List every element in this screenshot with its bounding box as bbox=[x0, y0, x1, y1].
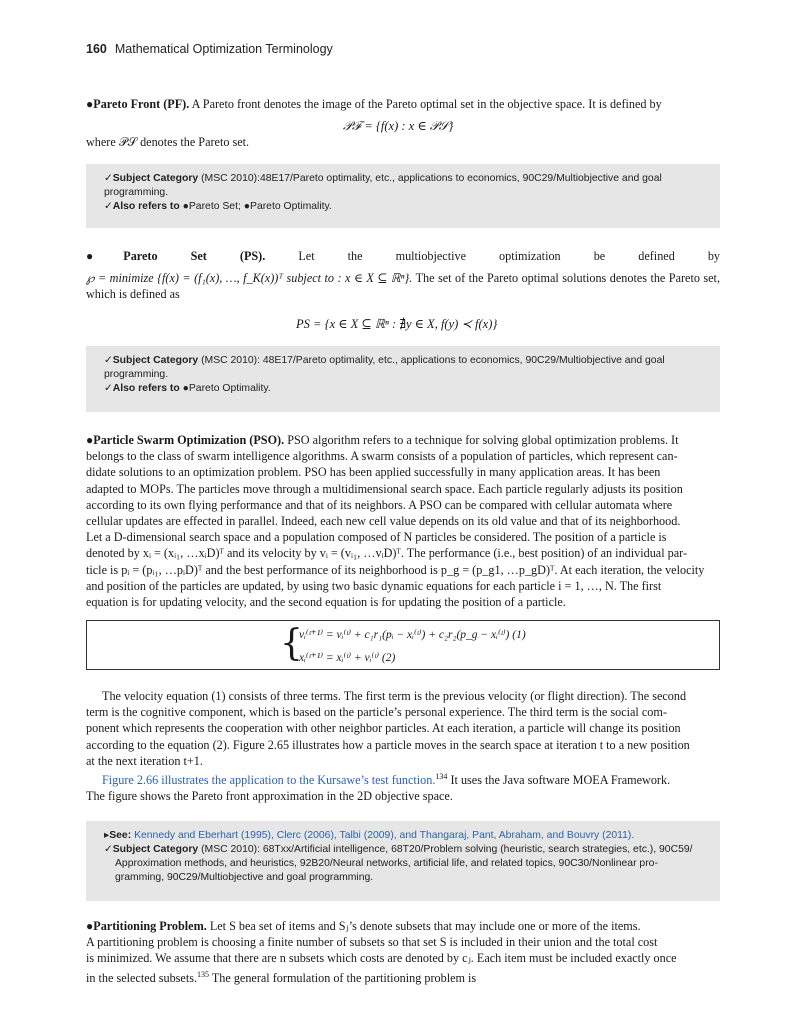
subject-category-text: (MSC 2010):48E17/Pareto optimality, etc., applications to economics, 90C29/Multiobjective and goal programming. bbox=[104, 173, 662, 198]
footnote-ref[interactable]: 135 bbox=[197, 969, 210, 979]
pso-text: PSO algorithm refers to a technique for solving global optimization problems. It bbox=[287, 433, 679, 447]
problem-line bbox=[86, 270, 720, 302]
entry-pareto-set bbox=[86, 248, 720, 264]
bullet-icon: ● bbox=[86, 433, 94, 447]
subject-category-text: gramming, 90C29/Multiobjective and goal programming. bbox=[115, 872, 374, 883]
definition-text: The set of the Pareto optimal solutions denotes the Pareto set, which is defined as bbox=[86, 271, 720, 302]
see-line: ▸See: Kennedy and Eberhart (1995), Clerc (2006), Talbi (2009), and Thangaraj, Pant, Abraham, and Bouvry (2011). bbox=[104, 830, 635, 841]
subject-category-label: Subject Category bbox=[112, 844, 199, 855]
bullet-icon: ● bbox=[86, 919, 94, 933]
equation-velocity: vᵢ⁽ᵗ⁺¹⁾ = vᵢ⁽ᵗ⁾ + c₁r₁(pᵢ − xᵢ⁽ᵗ⁾) + c₂r₂(p_g − xᵢ⁽ᵗ⁾) (1) bbox=[299, 629, 526, 641]
equation-box bbox=[86, 620, 720, 670]
see-label: See: bbox=[109, 830, 132, 841]
also-refers-label: Also refers to bbox=[112, 383, 180, 394]
subject-category-line bbox=[104, 172, 706, 200]
also-refers-label: Also refers to bbox=[112, 201, 180, 212]
figure-link[interactable]: Figure 2.66 illustrates the application to the Kursawe’s test function. bbox=[102, 773, 436, 788]
also-refers-line bbox=[104, 200, 706, 214]
bullet-icon: ● bbox=[86, 249, 124, 263]
term-pareto-set: Pareto Set (PS). bbox=[123, 249, 266, 263]
check-icon: ✓ bbox=[104, 173, 113, 184]
subject-box-pso bbox=[86, 821, 720, 901]
paragraph-line: at the next iteration t+1. bbox=[86, 753, 203, 768]
pso-line: equation is for updating velocity, and the second equation is for updating the position of a particle. bbox=[86, 595, 566, 610]
partition-text: in the selected subsets. bbox=[86, 970, 198, 985]
paragraph-line: The figure shows the Pareto front approximation in the 2D objective space. bbox=[86, 789, 453, 804]
subject-box-pareto-set bbox=[86, 346, 720, 412]
velocity-paragraph bbox=[86, 688, 720, 769]
page-number: 160 bbox=[86, 42, 107, 56]
pso-line: didate solutions to an optimization problem. PSO has been applied successfully in many application areas. It has been bbox=[86, 465, 661, 480]
partition-line: is minimized. We assume that there are n subsets which costs are denoted by cⱼ. Each item must be included exactly once bbox=[86, 951, 677, 966]
running-header bbox=[86, 42, 333, 56]
intro-text: Let the multiobjective optimization be defined by bbox=[298, 249, 721, 263]
check-icon: ✓ bbox=[104, 844, 113, 855]
brace-icon: { bbox=[280, 623, 303, 664]
pso-line: ticle is pᵢ = (pᵢ₁, …pᵢD)ᵀ and the best performance of its neighborhood is p_g = (p_g1, …p_gD)ᵀ. At each iteration, the velocity bbox=[86, 562, 705, 577]
check-icon: ✓ bbox=[104, 355, 113, 366]
partition-line: A partitioning problem is choosing a finite number of subsets so that set S is included in their union and the total cost bbox=[86, 935, 658, 950]
see-references[interactable]: Kennedy and Eberhart (1995), Clerc (2006), Talbi (2009), and Thangaraj, Pant, Abraham, and Bouvry (2011). bbox=[134, 830, 635, 841]
pso-line: Let a D-dimensional search space and a population composed of N particles be considered. The position of a particle is bbox=[86, 530, 667, 545]
also-refers-line bbox=[104, 382, 706, 396]
check-icon: ✓ bbox=[104, 201, 113, 212]
partition-line bbox=[86, 918, 720, 934]
pso-line: belongs to the class of swarm intelligence algorithms. A swarm consists of a population of particles, which represent can- bbox=[86, 449, 678, 464]
partition-text: Let S bea set of items and Sⱼ’s denote subsets that may include one or more of the items. bbox=[209, 919, 641, 933]
also-refers-text: ●Pareto Optimality. bbox=[182, 383, 271, 394]
pso-line: according to its own flying performance and that of its neighbors. A PSO can be compared with cellular automata where bbox=[86, 497, 673, 512]
paragraph-line: The velocity equation (1) consists of three terms. The first term is the previous velocity (or flight direction). The second bbox=[102, 689, 687, 703]
subject-category-line bbox=[104, 354, 706, 382]
paragraph-line: ponent which represents the cooperation with other neighbor particles. At each iteration, a particle will change its position bbox=[86, 721, 681, 736]
paragraph-line bbox=[86, 769, 720, 788]
pso-line: and position of the particles are updated, by using two basic dynamic equations for each particle i = 1, …, N. The first bbox=[86, 578, 662, 593]
paragraph-line: term is the cognitive component, which is based on the particle’s personal experience. The third term is the social com- bbox=[86, 705, 667, 720]
term-pareto-front: Pareto Front (PF). bbox=[93, 97, 190, 111]
subject-category-label: Subject Category bbox=[112, 355, 199, 366]
formula-pareto-set: PS = {x ∈ X ⊆ ℝⁿ : ∄y ∈ X, f(y) ≺ f(x)} bbox=[296, 317, 498, 331]
term-pso: Particle Swarm Optimization (PSO). bbox=[93, 433, 285, 447]
partition-text: The general formulation of the partitioning problem is bbox=[209, 970, 477, 985]
pso-line: cellular updates are effected in parallel. Indeed, each new cell value depends on its old value and that of its neighborhood. bbox=[86, 514, 681, 529]
bullet-icon: ● bbox=[86, 97, 94, 111]
formula-pareto-front: 𝒫ℱ = {f(x) : x ∈ 𝒫𝒮} bbox=[343, 119, 454, 133]
subject-category-text: (MSC 2010): 68Txx/Artificial intelligence, 68T20/Problem solving (heuristic, search strategies, etc.), 90C59/ bbox=[201, 844, 693, 855]
entry-partitioning bbox=[86, 918, 720, 986]
footnote-ref[interactable]: 134 bbox=[435, 772, 448, 781]
check-icon: ✓ bbox=[104, 383, 113, 394]
partition-line bbox=[86, 967, 720, 986]
term-partitioning: Partitioning Problem. bbox=[93, 919, 207, 933]
subject-category-text: (MSC 2010): 48E17/Pareto optimality, etc., applications to economics, 90C29/Multiobjective and goal programming. bbox=[104, 355, 665, 380]
subject-category-text: Approximation methods, and heuristics, 92B20/Neural networks, artificial life, and related topics, 90C30/Nonlinear pro- bbox=[115, 858, 658, 869]
paragraph-text: It uses the Java software MOEA Framework. bbox=[447, 773, 671, 788]
subject-box-pareto-front bbox=[86, 164, 720, 228]
also-refers-text: ●Pareto Set; ●Pareto Optimality. bbox=[182, 201, 332, 212]
entry-pso bbox=[86, 432, 720, 610]
subject-category-line bbox=[104, 843, 706, 857]
formula-problem: ℘ = minimize {f(x) = (f₁(x), …, f_K(x))ᵀ subject to : x ∈ X ⊆ ℝⁿ}. bbox=[86, 271, 413, 285]
pso-line bbox=[86, 432, 720, 448]
paragraph-line: according to the equation (2). Figure 2.65 illustrates how a particle moves in the search space at iteration t to a new position bbox=[86, 737, 690, 752]
definition-text: A Pareto front denotes the image of the Pareto optimal set in the objective space. It is defined by bbox=[191, 97, 662, 111]
pso-line: denoted by xᵢ = (xᵢ₁, …xᵢD)ᵀ and its velocity by vᵢ = (vᵢ₁, …vᵢD)ᵀ. The performance (i.e., best position) of an individual par- bbox=[86, 546, 688, 561]
subject-category-label: Subject Category bbox=[112, 173, 199, 184]
running-title: Mathematical Optimization Terminology bbox=[114, 42, 333, 56]
equation-position: xᵢ⁽ᵗ⁺¹⁾ = xᵢ⁽ᵗ⁾ + vᵢ⁽ᵗ⁾ (2) bbox=[299, 652, 396, 664]
where-text: where 𝒫𝒮 denotes the Pareto set. bbox=[86, 135, 250, 149]
figure-paragraph bbox=[86, 769, 720, 804]
pso-line: adapted to MOPs. The particles move through a multidimensional search space. Each particle regularly adjusts its position bbox=[86, 481, 683, 496]
entry-pareto-front bbox=[86, 96, 720, 112]
